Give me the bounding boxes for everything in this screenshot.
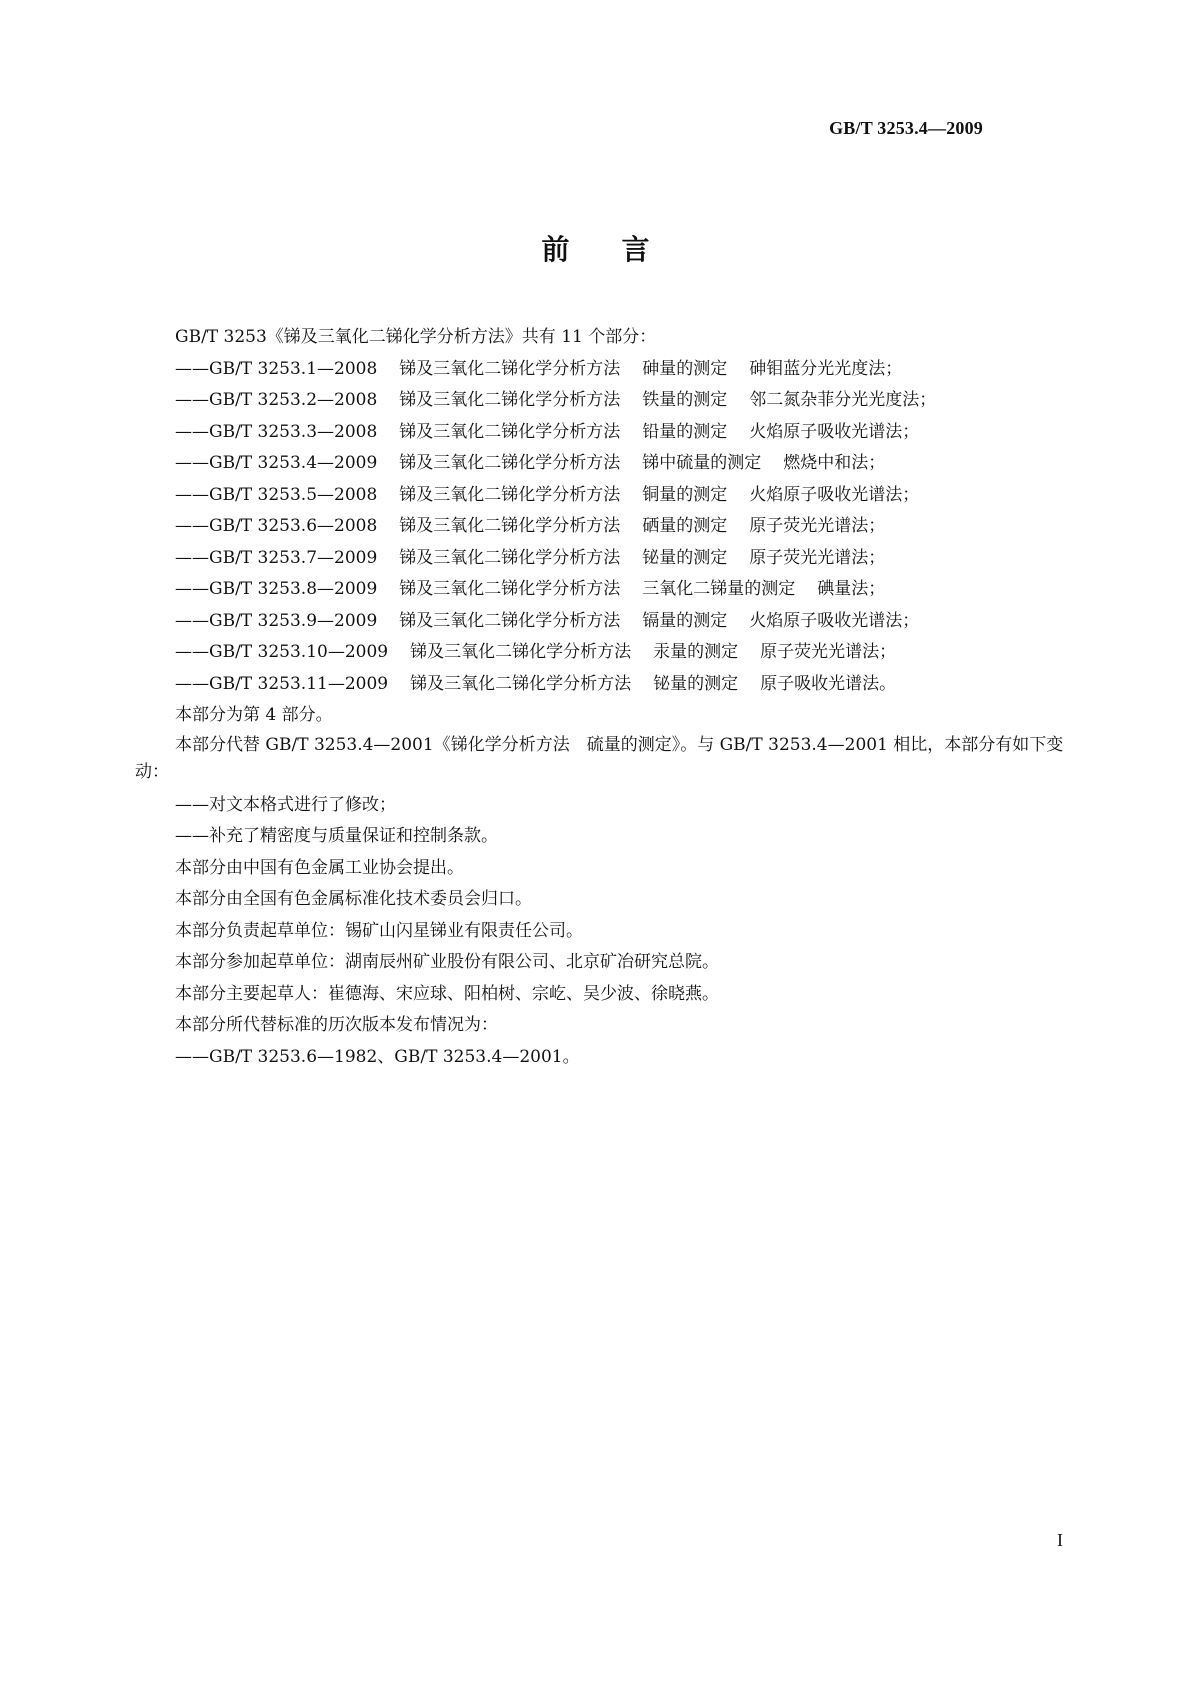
page-number: I — [1057, 1530, 1063, 1550]
part-code: ——GB/T 3253.7—2009 — [175, 547, 378, 568]
change-item: ——补充了精密度与质量保证和控制条款。 — [175, 826, 498, 846]
part-item: 铋量的测定 — [653, 673, 739, 694]
part-code: ——GB/T 3253.4—2009 — [175, 453, 378, 473]
standard-number-header: GB/T 3253.4—2009 — [829, 118, 983, 138]
part-list-item — [135, 543, 1070, 575]
part-method: 邻二氮杂菲分光光度法； — [749, 390, 937, 410]
part-code: ——GB/T 3253.9—2009 — [175, 610, 378, 631]
part-name: 锑及三氧化二锑化学分析方法 — [399, 390, 621, 410]
part-item: 砷量的测定 — [642, 358, 728, 379]
part-method: 原子荧光光谱法； — [749, 516, 886, 536]
part-list-item — [135, 669, 1070, 701]
managed-by-paragraph: 本部分由全国有色金属标准化技术委员会归口。 — [175, 889, 532, 909]
history-intro-paragraph: 本部分所代替标准的历次版本发布情况为： — [175, 1015, 498, 1035]
part-method: 火焰原子吸收光谱法； — [749, 610, 920, 631]
part-method: 燃烧中和法； — [783, 453, 886, 473]
part-item: 铋量的测定 — [642, 547, 728, 568]
part-list-item — [135, 606, 1070, 638]
part-list-item — [135, 480, 1070, 512]
part-item: 铜量的测定 — [642, 484, 728, 505]
part-code: ——GB/T 3253.6—2008 — [175, 516, 378, 536]
part-name: 锑及三氧化二锑化学分析方法 — [399, 484, 621, 505]
part-list-item — [135, 511, 1070, 543]
title-char-1: 前 — [541, 233, 570, 266]
page-title — [0, 228, 1191, 268]
part-code: ——GB/T 3253.2—2008 — [175, 390, 378, 410]
part-item: 锑中硫量的测定 — [642, 453, 762, 473]
part-item: 硒量的测定 — [642, 516, 728, 536]
part-method: 原子荧光光谱法； — [749, 547, 886, 568]
part-code: ——GB/T 3253.1—2008 — [175, 358, 378, 379]
part-name: 锑及三氧化二锑化学分析方法 — [399, 610, 621, 631]
change-item: ——对文本格式进行了修改； — [175, 794, 396, 815]
drafted-by-paragraph: 本部分负责起草单位：锡矿山闪星锑业有限责任公司。 — [175, 920, 583, 941]
part-method: 原子荧光光谱法； — [760, 642, 897, 662]
part-name: 锑及三氧化二锑化学分析方法 — [399, 358, 621, 379]
part-item: 汞量的测定 — [653, 642, 739, 662]
part-item: 铅量的测定 — [642, 421, 728, 442]
replaces-paragraph: 本部分代替 GB/T 3253.4—2001《锑化学分析方法 硫量的测定》。与 GB/T 3253.4—2001 相比，本部分有如下变动： — [135, 734, 1064, 782]
part-name: 锑及三氧化二锑化学分析方法 — [399, 453, 621, 473]
part-code: ——GB/T 3253.10—2009 — [175, 642, 389, 662]
part-name: 锑及三氧化二锑化学分析方法 — [399, 516, 621, 536]
part-list-item — [135, 574, 1070, 606]
part-item: 镉量的测定 — [642, 610, 728, 631]
part-method: 火焰原子吸收光谱法； — [749, 484, 920, 505]
part-code: ——GB/T 3253.11—2009 — [175, 673, 389, 694]
part-list-item — [135, 637, 1070, 669]
part-item: 铁量的测定 — [642, 390, 728, 410]
part-method: 原子吸收光谱法。 — [760, 673, 897, 694]
intro-paragraph: GB/T 3253《锑及三氧化二锑化学分析方法》共有 11 个部分： — [175, 327, 657, 347]
part-name: 锑及三氧化二锑化学分析方法 — [399, 547, 621, 568]
title-char-2: 言 — [621, 233, 650, 266]
part-name: 锑及三氧化二锑化学分析方法 — [399, 421, 621, 442]
part-code: ——GB/T 3253.5—2008 — [175, 484, 378, 505]
proposed-by-paragraph: 本部分由中国有色金属工业协会提出。 — [175, 857, 464, 878]
participants-paragraph: 本部分参加起草单位：湖南辰州矿业股份有限公司、北京矿冶研究总院。 — [175, 952, 719, 972]
part-name: 锑及三氧化二锑化学分析方法 — [410, 642, 632, 662]
part-code: ——GB/T 3253.8—2009 — [175, 579, 378, 599]
part-method: 火焰原子吸收光谱法； — [749, 421, 920, 442]
history-item: ——GB/T 3253.6—1982、GB/T 3253.4—2001。 — [175, 1046, 580, 1067]
drafters-paragraph: 本部分主要起草人：崔德海、宋应球、阳柏树、宗屹、吴少波、徐晓燕。 — [175, 983, 719, 1004]
part-item: 三氧化二锑量的测定 — [642, 579, 796, 599]
part-list-item — [135, 417, 1070, 449]
part-name: 锑及三氧化二锑化学分析方法 — [399, 579, 621, 599]
foreword-body — [135, 322, 1070, 1073]
part-list-item — [135, 448, 1070, 480]
part-name: 锑及三氧化二锑化学分析方法 — [410, 673, 632, 694]
part-method: 碘量法； — [817, 579, 886, 599]
part-list-item — [135, 385, 1070, 417]
this-part-paragraph: 本部分为第 4 部分。 — [175, 705, 333, 725]
part-code: ——GB/T 3253.3—2008 — [175, 421, 378, 442]
part-list-item — [135, 354, 1070, 386]
part-method: 砷钼蓝分光光度法； — [749, 358, 903, 379]
